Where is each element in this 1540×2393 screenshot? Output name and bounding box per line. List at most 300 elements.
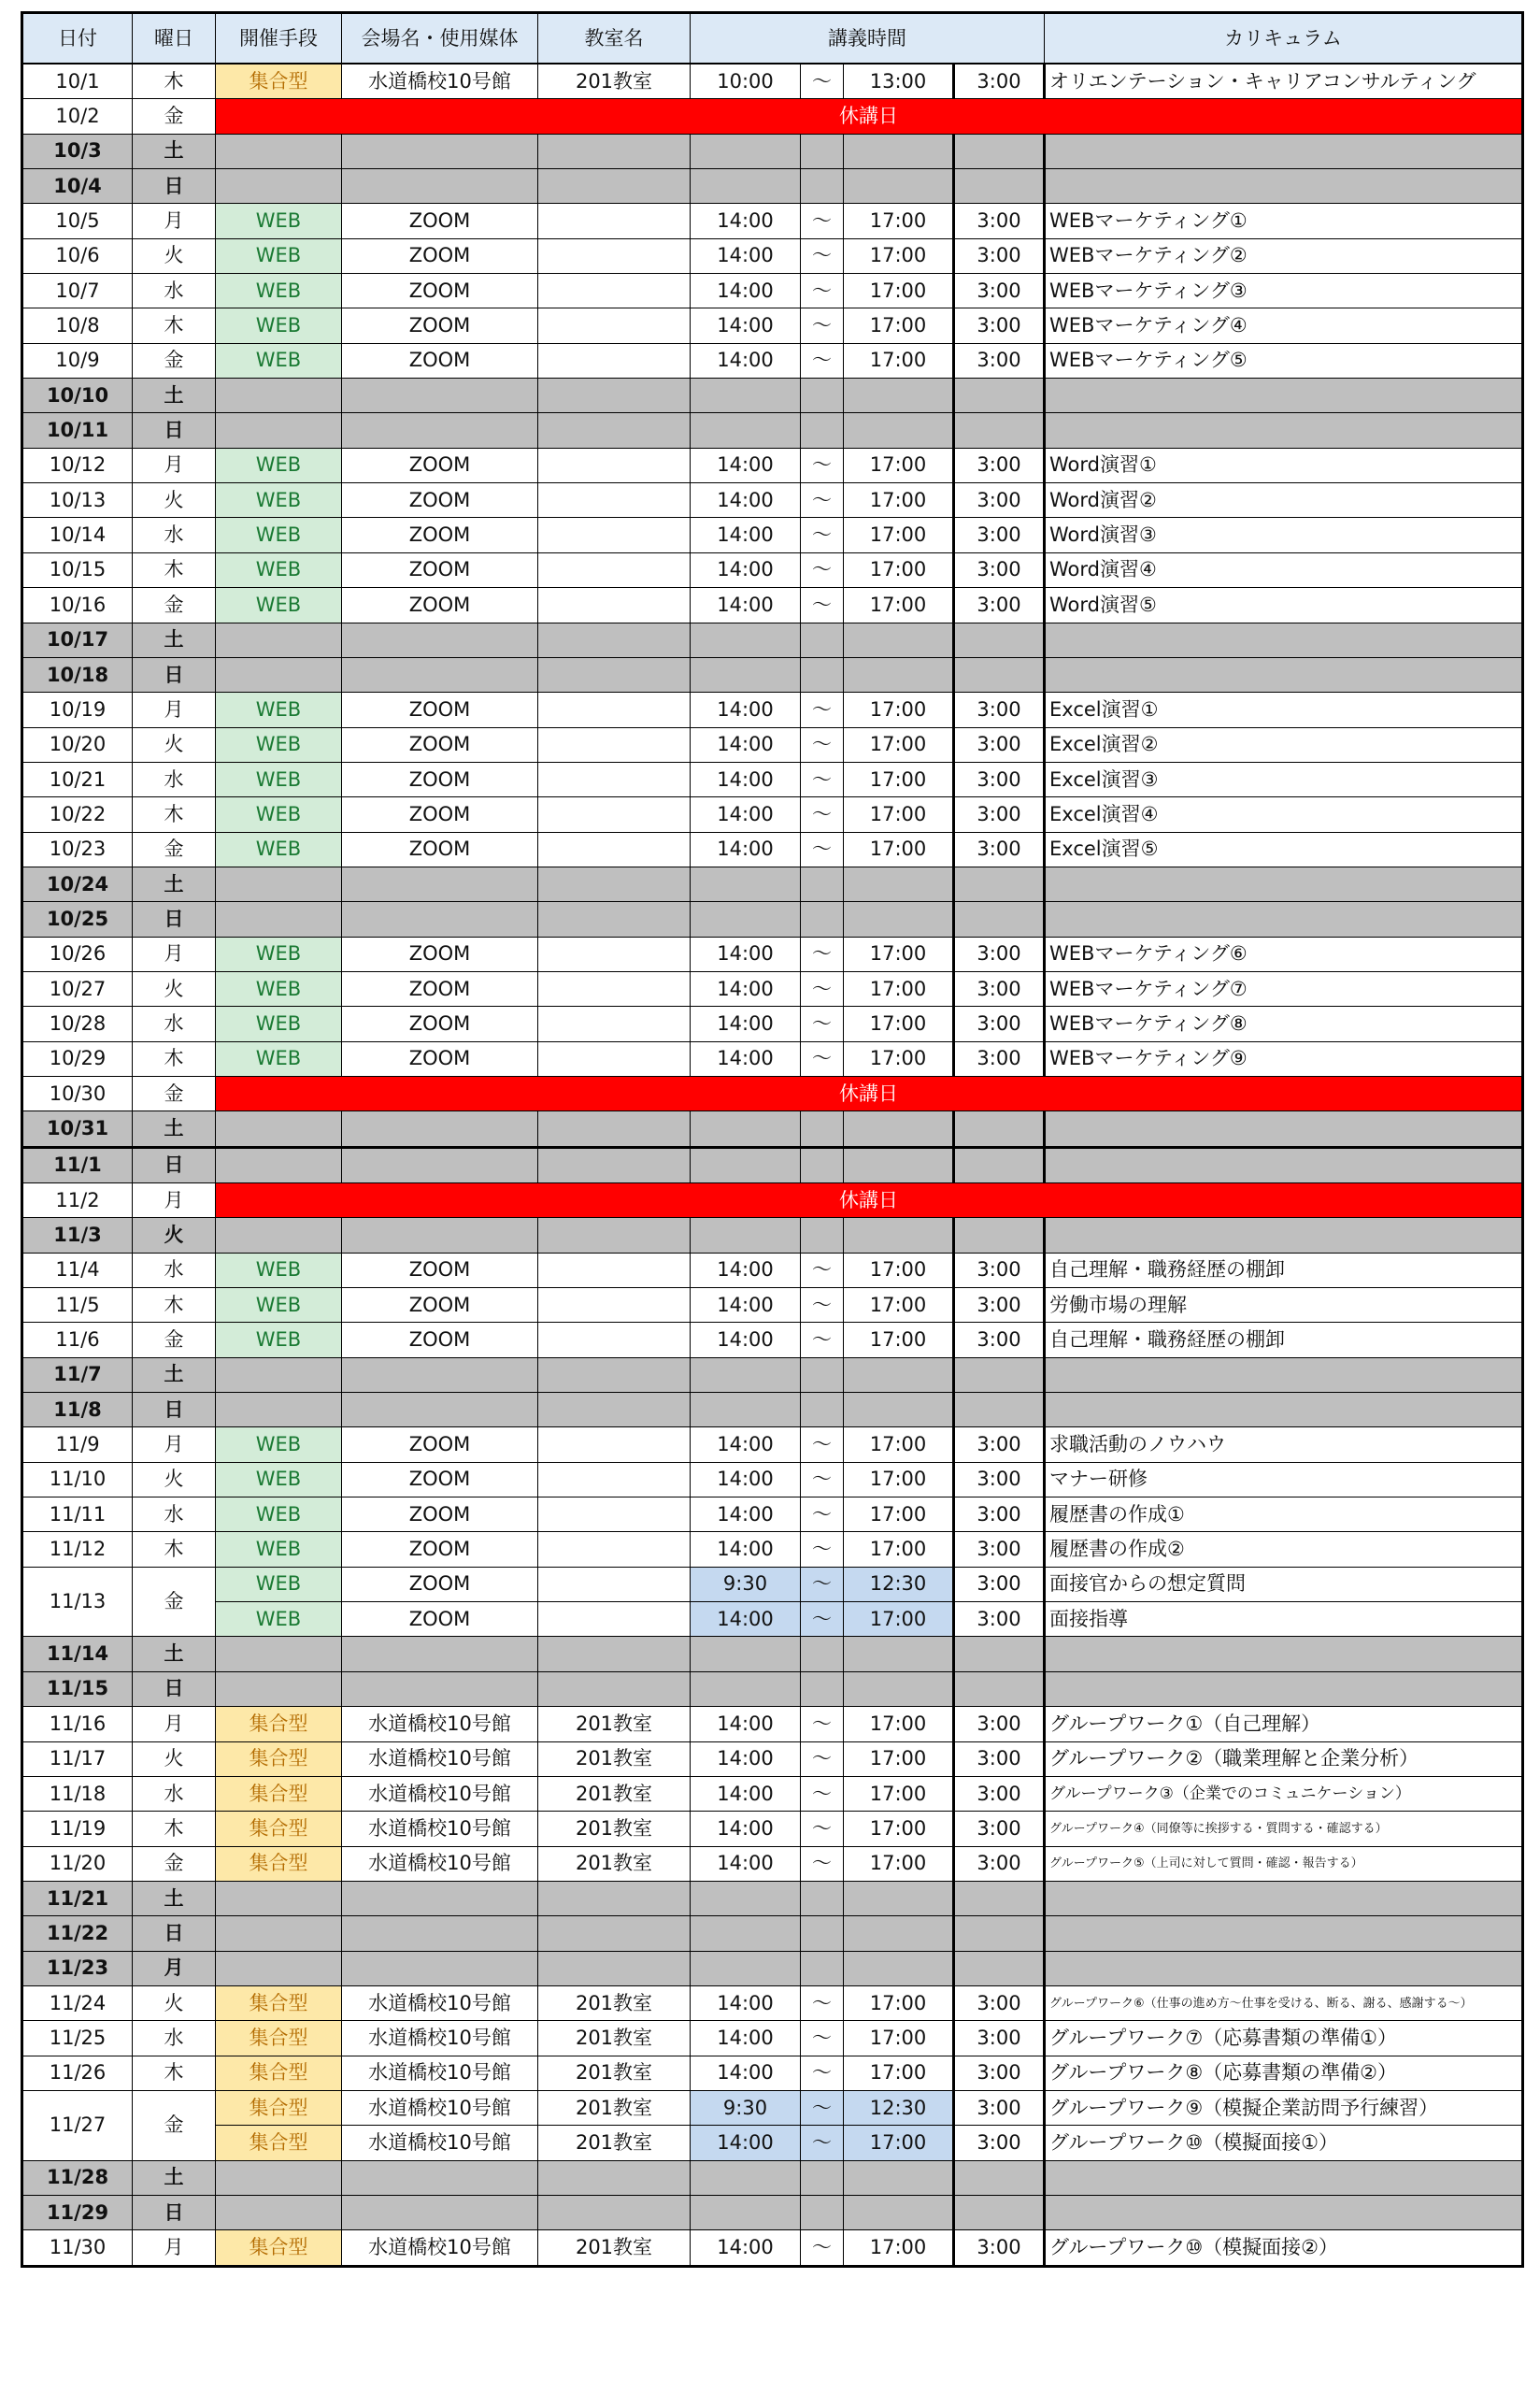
venue-cell: 水道橋校10号館 <box>342 2230 538 2266</box>
hours-cell: 3:00 <box>954 1253 1045 1287</box>
end-time: 17:00 <box>844 1427 954 1462</box>
mode-cell: 集合型 <box>216 2090 342 2125</box>
venue-cell: ZOOM <box>342 1567 538 1601</box>
mode-cell <box>216 1111 342 1147</box>
room-cell <box>538 2195 691 2229</box>
start-time <box>691 1393 801 1427</box>
curriculum-cell: グループワーク⑩（模擬面接②） <box>1045 2230 1523 2266</box>
hours-cell: 3:00 <box>954 518 1045 552</box>
dow-cell: 土 <box>133 1111 216 1147</box>
table-row <box>22 204 1523 238</box>
hours-cell: 3:00 <box>954 483 1045 518</box>
curriculum-cell <box>1045 1951 1523 1985</box>
mode-cell <box>216 1637 342 1671</box>
table-row <box>22 1532 1523 1567</box>
room-cell <box>538 1951 691 1985</box>
table-row <box>22 867 1523 901</box>
start-time: 14:00 <box>691 1741 801 1776</box>
hours-cell: 3:00 <box>954 343 1045 378</box>
hours-cell: 3:00 <box>954 448 1045 482</box>
date-cell: 10/18 <box>22 657 133 692</box>
tilde-sep: ～ <box>801 1602 844 1637</box>
tilde-sep: ～ <box>801 832 844 867</box>
date-cell: 10/26 <box>22 937 133 971</box>
curriculum-cell <box>1045 1881 1523 1915</box>
mode-cell: WEB <box>216 693 342 727</box>
dow-cell: 金 <box>133 2090 216 2160</box>
start-time <box>691 134 801 168</box>
end-time <box>844 169 954 204</box>
tilde-sep: ～ <box>801 1497 844 1532</box>
end-time: 17:00 <box>844 693 954 727</box>
end-time: 17:00 <box>844 1602 954 1637</box>
curriculum-cell: Excel演習③ <box>1045 762 1523 796</box>
tilde-sep: ～ <box>801 552 844 587</box>
start-time: 14:00 <box>691 204 801 238</box>
table-row <box>22 1741 1523 1776</box>
hours-cell: 3:00 <box>954 1041 1045 1076</box>
start-time: 14:00 <box>691 308 801 343</box>
curriculum-cell <box>1045 1357 1523 1392</box>
tilde-sep <box>801 169 844 204</box>
dow-cell: 土 <box>133 2160 216 2195</box>
end-time <box>844 1951 954 1985</box>
mode-cell: WEB <box>216 274 342 308</box>
venue-cell: 水道橋校10号館 <box>342 2056 538 2090</box>
table-row <box>22 413 1523 448</box>
table-row <box>22 2126 1523 2160</box>
curriculum-cell <box>1045 169 1523 204</box>
dow-cell: 火 <box>133 483 216 518</box>
hours-cell: 3:00 <box>954 1288 1045 1323</box>
tilde-sep: ～ <box>801 2126 844 2160</box>
end-time: 17:00 <box>844 552 954 587</box>
venue-cell: ZOOM <box>342 1253 538 1287</box>
date-cell: 11/4 <box>22 1253 133 1287</box>
room-cell <box>538 762 691 796</box>
curriculum-cell: Word演習① <box>1045 448 1523 482</box>
curriculum-cell <box>1045 1637 1523 1671</box>
start-time: 10:00 <box>691 64 801 99</box>
venue-cell: ZOOM <box>342 832 538 867</box>
start-time <box>691 413 801 448</box>
venue-cell: ZOOM <box>342 1602 538 1637</box>
venue-cell: ZOOM <box>342 448 538 482</box>
dow-cell: 日 <box>133 1671 216 1706</box>
tilde-sep <box>801 134 844 168</box>
start-time: 14:00 <box>691 1288 801 1323</box>
mode-cell: 集合型 <box>216 2126 342 2160</box>
room-cell <box>538 448 691 482</box>
end-time: 17:00 <box>844 1532 954 1567</box>
hours-cell <box>954 1357 1045 1392</box>
dow-cell: 金 <box>133 832 216 867</box>
date-cell: 11/25 <box>22 2021 133 2056</box>
dow-cell: 土 <box>133 134 216 168</box>
curriculum-cell <box>1045 2195 1523 2229</box>
hours-cell: 3:00 <box>954 832 1045 867</box>
hours-cell: 3:00 <box>954 1741 1045 1776</box>
end-time <box>844 1218 954 1253</box>
date-cell: 10/25 <box>22 902 133 937</box>
tilde-sep: ～ <box>801 1253 844 1287</box>
venue-cell: ZOOM <box>342 343 538 378</box>
start-time <box>691 2195 801 2229</box>
tilde-sep: ～ <box>801 971 844 1006</box>
start-time: 14:00 <box>691 238 801 273</box>
room-cell: 201教室 <box>538 1985 691 2020</box>
room-cell <box>538 1497 691 1532</box>
dow-cell: 日 <box>133 1393 216 1427</box>
dow-cell: 金 <box>133 1846 216 1881</box>
header-dow: 曜日 <box>133 13 216 64</box>
date-cell: 10/2 <box>22 99 133 134</box>
curriculum-cell <box>1045 1218 1523 1253</box>
dow-cell: 月 <box>133 204 216 238</box>
room-cell <box>538 1462 691 1497</box>
end-time: 17:00 <box>844 797 954 832</box>
tilde-sep: ～ <box>801 1532 844 1567</box>
mode-cell: WEB <box>216 1462 342 1497</box>
curriculum-cell: Word演習② <box>1045 483 1523 518</box>
dow-cell: 火 <box>133 238 216 273</box>
tilde-sep <box>801 1218 844 1253</box>
table-row <box>22 343 1523 378</box>
mode-cell: WEB <box>216 204 342 238</box>
date-cell: 11/24 <box>22 1985 133 2020</box>
curriculum-cell <box>1045 1147 1523 1182</box>
curriculum-cell <box>1045 623 1523 657</box>
table-row <box>22 1916 1523 1951</box>
venue-cell <box>342 867 538 901</box>
mode-cell <box>216 1393 342 1427</box>
mode-cell: WEB <box>216 1497 342 1532</box>
table-row <box>22 1567 1523 1601</box>
room-cell <box>538 797 691 832</box>
tilde-sep <box>801 379 844 413</box>
venue-cell <box>342 1111 538 1147</box>
hours-cell <box>954 1951 1045 1985</box>
end-time <box>844 1357 954 1392</box>
table-row <box>22 1323 1523 1357</box>
end-time: 17:00 <box>844 832 954 867</box>
tilde-sep <box>801 623 844 657</box>
tilde-sep <box>801 657 844 692</box>
start-time <box>691 902 801 937</box>
dow-cell: 火 <box>133 1741 216 1776</box>
room-cell <box>538 1041 691 1076</box>
curriculum-cell: Excel演習④ <box>1045 797 1523 832</box>
venue-cell: 水道橋校10号館 <box>342 2021 538 2056</box>
start-time <box>691 1637 801 1671</box>
room-cell <box>538 1253 691 1287</box>
tilde-sep <box>801 1881 844 1915</box>
hours-cell: 3:00 <box>954 588 1045 623</box>
header-venue: 会場名・使用媒体 <box>342 13 538 64</box>
start-time: 14:00 <box>691 727 801 762</box>
mode-cell: WEB <box>216 937 342 971</box>
mode-cell: WEB <box>216 1253 342 1287</box>
room-cell <box>538 1288 691 1323</box>
hours-cell <box>954 902 1045 937</box>
holiday-banner: 休講日 <box>216 1076 1523 1111</box>
start-time: 14:00 <box>691 483 801 518</box>
room-cell <box>538 1323 691 1357</box>
curriculum-cell <box>1045 413 1523 448</box>
table-row <box>22 274 1523 308</box>
dow-cell: 木 <box>133 1041 216 1076</box>
table-row <box>22 64 1523 99</box>
room-cell <box>538 134 691 168</box>
hours-cell <box>954 2160 1045 2195</box>
start-time <box>691 1218 801 1253</box>
start-time: 14:00 <box>691 797 801 832</box>
room-cell <box>538 1111 691 1147</box>
curriculum-cell: WEBマーケティング⑥ <box>1045 937 1523 971</box>
date-cell: 11/12 <box>22 1532 133 1567</box>
date-cell: 11/6 <box>22 1323 133 1357</box>
room-cell: 201教室 <box>538 1812 691 1846</box>
dow-cell: 木 <box>133 797 216 832</box>
hours-cell: 3:00 <box>954 1776 1045 1811</box>
table-row <box>22 483 1523 518</box>
end-time: 17:00 <box>844 1462 954 1497</box>
dow-cell: 水 <box>133 1253 216 1287</box>
hours-cell <box>954 867 1045 901</box>
start-time <box>691 1671 801 1706</box>
start-time: 14:00 <box>691 1812 801 1846</box>
hours-cell <box>954 1393 1045 1427</box>
curriculum-cell <box>1045 1671 1523 1706</box>
hours-cell: 3:00 <box>954 971 1045 1006</box>
table-row <box>22 238 1523 273</box>
venue-cell: ZOOM <box>342 308 538 343</box>
venue-cell: 水道橋校10号館 <box>342 2090 538 2125</box>
curriculum-cell: 面接官からの想定質問 <box>1045 1567 1523 1601</box>
room-cell <box>538 1671 691 1706</box>
date-cell: 10/16 <box>22 588 133 623</box>
dow-cell: 土 <box>133 379 216 413</box>
end-time: 17:00 <box>844 1253 954 1287</box>
room-cell <box>538 727 691 762</box>
curriculum-cell: WEBマーケティング② <box>1045 238 1523 273</box>
venue-cell <box>342 623 538 657</box>
tilde-sep: ～ <box>801 797 844 832</box>
room-cell <box>538 413 691 448</box>
curriculum-cell <box>1045 134 1523 168</box>
schedule-table <box>21 11 1524 2268</box>
table-row <box>22 99 1523 134</box>
hours-cell: 3:00 <box>954 238 1045 273</box>
dow-cell: 日 <box>133 1916 216 1951</box>
header-mode: 開催手段 <box>216 13 342 64</box>
start-time: 14:00 <box>691 588 801 623</box>
schedule-body <box>22 64 1523 2266</box>
start-time <box>691 1111 801 1147</box>
dow-cell: 木 <box>133 64 216 99</box>
date-cell: 11/22 <box>22 1916 133 1951</box>
room-cell <box>538 1427 691 1462</box>
start-time: 14:00 <box>691 1846 801 1881</box>
end-time <box>844 379 954 413</box>
curriculum-cell: WEBマーケティング⑨ <box>1045 1041 1523 1076</box>
mode-cell: 集合型 <box>216 1985 342 2020</box>
date-cell: 11/16 <box>22 1707 133 1741</box>
mode-cell: WEB <box>216 727 342 762</box>
date-cell: 11/28 <box>22 2160 133 2195</box>
end-time <box>844 902 954 937</box>
curriculum-cell: Excel演習① <box>1045 693 1523 727</box>
start-time: 14:00 <box>691 971 801 1006</box>
date-cell: 11/21 <box>22 1881 133 1915</box>
room-cell <box>538 518 691 552</box>
hours-cell <box>954 1671 1045 1706</box>
mode-cell: WEB <box>216 832 342 867</box>
end-time: 17:00 <box>844 762 954 796</box>
end-time <box>844 657 954 692</box>
mode-cell: 集合型 <box>216 1846 342 1881</box>
hours-cell <box>954 623 1045 657</box>
venue-cell <box>342 657 538 692</box>
date-cell: 10/1 <box>22 64 133 99</box>
mode-cell: 集合型 <box>216 64 342 99</box>
end-time: 17:00 <box>844 1985 954 2020</box>
end-time: 17:00 <box>844 2056 954 2090</box>
tilde-sep: ～ <box>801 343 844 378</box>
room-cell <box>538 971 691 1006</box>
holiday-banner: 休講日 <box>216 99 1523 134</box>
dow-cell: 金 <box>133 1076 216 1111</box>
tilde-sep: ～ <box>801 2021 844 2056</box>
start-time <box>691 623 801 657</box>
start-time: 9:30 <box>691 2090 801 2125</box>
venue-cell <box>342 413 538 448</box>
start-time: 14:00 <box>691 2021 801 2056</box>
header-date: 日付 <box>22 13 133 64</box>
room-cell <box>538 552 691 587</box>
dow-cell: 土 <box>133 1637 216 1671</box>
date-cell: 11/11 <box>22 1497 133 1532</box>
tilde-sep: ～ <box>801 588 844 623</box>
start-time: 14:00 <box>691 1776 801 1811</box>
venue-cell: 水道橋校10号館 <box>342 64 538 99</box>
hours-cell <box>954 379 1045 413</box>
mode-cell <box>216 1916 342 1951</box>
mode-cell: 集合型 <box>216 1776 342 1811</box>
mode-cell <box>216 867 342 901</box>
tilde-sep: ～ <box>801 308 844 343</box>
mode-cell <box>216 657 342 692</box>
end-time: 17:00 <box>844 483 954 518</box>
dow-cell: 金 <box>133 99 216 134</box>
room-cell <box>538 693 691 727</box>
venue-cell: ZOOM <box>342 1427 538 1462</box>
date-cell: 11/19 <box>22 1812 133 1846</box>
venue-cell <box>342 2195 538 2229</box>
date-cell: 10/29 <box>22 1041 133 1076</box>
tilde-sep: ～ <box>801 937 844 971</box>
start-time <box>691 2160 801 2195</box>
curriculum-cell: グループワーク④（同僚等に挨拶する・質問する・確認する） <box>1045 1812 1523 1846</box>
venue-cell <box>342 1218 538 1253</box>
room-cell <box>538 937 691 971</box>
venue-cell <box>342 1916 538 1951</box>
tilde-sep <box>801 1111 844 1147</box>
room-cell: 201教室 <box>538 2056 691 2090</box>
room-cell <box>538 1567 691 1601</box>
start-time <box>691 1357 801 1392</box>
venue-cell: 水道橋校10号館 <box>342 1985 538 2020</box>
mode-cell: WEB <box>216 448 342 482</box>
curriculum-cell: WEBマーケティング① <box>1045 204 1523 238</box>
hours-cell: 3:00 <box>954 727 1045 762</box>
table-row <box>22 1041 1523 1076</box>
date-cell: 10/13 <box>22 483 133 518</box>
header-row <box>22 13 1523 64</box>
tilde-sep: ～ <box>801 1007 844 1041</box>
dow-cell: 木 <box>133 552 216 587</box>
mode-cell <box>216 413 342 448</box>
table-row <box>22 1111 1523 1147</box>
mode-cell: WEB <box>216 1007 342 1041</box>
mode-cell: 集合型 <box>216 1707 342 1741</box>
table-row <box>22 1671 1523 1706</box>
end-time: 17:00 <box>844 937 954 971</box>
tilde-sep <box>801 2195 844 2229</box>
room-cell: 201教室 <box>538 2021 691 2056</box>
start-time: 14:00 <box>691 1707 801 1741</box>
room-cell <box>538 588 691 623</box>
venue-cell <box>342 902 538 937</box>
dow-cell: 水 <box>133 2021 216 2056</box>
start-time: 14:00 <box>691 448 801 482</box>
table-row <box>22 588 1523 623</box>
hours-cell: 3:00 <box>954 1323 1045 1357</box>
room-cell: 201教室 <box>538 1776 691 1811</box>
venue-cell: ZOOM <box>342 1041 538 1076</box>
start-time: 14:00 <box>691 1497 801 1532</box>
dow-cell: 火 <box>133 1985 216 2020</box>
hours-cell <box>954 1111 1045 1147</box>
venue-cell: 水道橋校10号館 <box>342 1707 538 1741</box>
mode-cell <box>216 2195 342 2229</box>
start-time: 14:00 <box>691 1323 801 1357</box>
room-cell <box>538 379 691 413</box>
dow-cell: 月 <box>133 1707 216 1741</box>
venue-cell: ZOOM <box>342 937 538 971</box>
hours-cell: 3:00 <box>954 762 1045 796</box>
curriculum-cell <box>1045 902 1523 937</box>
date-cell: 10/24 <box>22 867 133 901</box>
start-time: 14:00 <box>691 1041 801 1076</box>
date-cell: 10/7 <box>22 274 133 308</box>
venue-cell <box>342 1881 538 1915</box>
dow-cell: 火 <box>133 971 216 1006</box>
tilde-sep: ～ <box>801 1323 844 1357</box>
table-row <box>22 1253 1523 1287</box>
date-cell: 11/27 <box>22 2090 133 2160</box>
curriculum-cell: 求職活動のノウハウ <box>1045 1427 1523 1462</box>
dow-cell: 土 <box>133 867 216 901</box>
tilde-sep: ～ <box>801 1462 844 1497</box>
dow-cell: 水 <box>133 1007 216 1041</box>
header-time: 講義時間 <box>691 13 1045 64</box>
curriculum-cell <box>1045 1393 1523 1427</box>
start-time <box>691 1951 801 1985</box>
hours-cell: 3:00 <box>954 2021 1045 2056</box>
table-row <box>22 1218 1523 1253</box>
start-time: 14:00 <box>691 1532 801 1567</box>
